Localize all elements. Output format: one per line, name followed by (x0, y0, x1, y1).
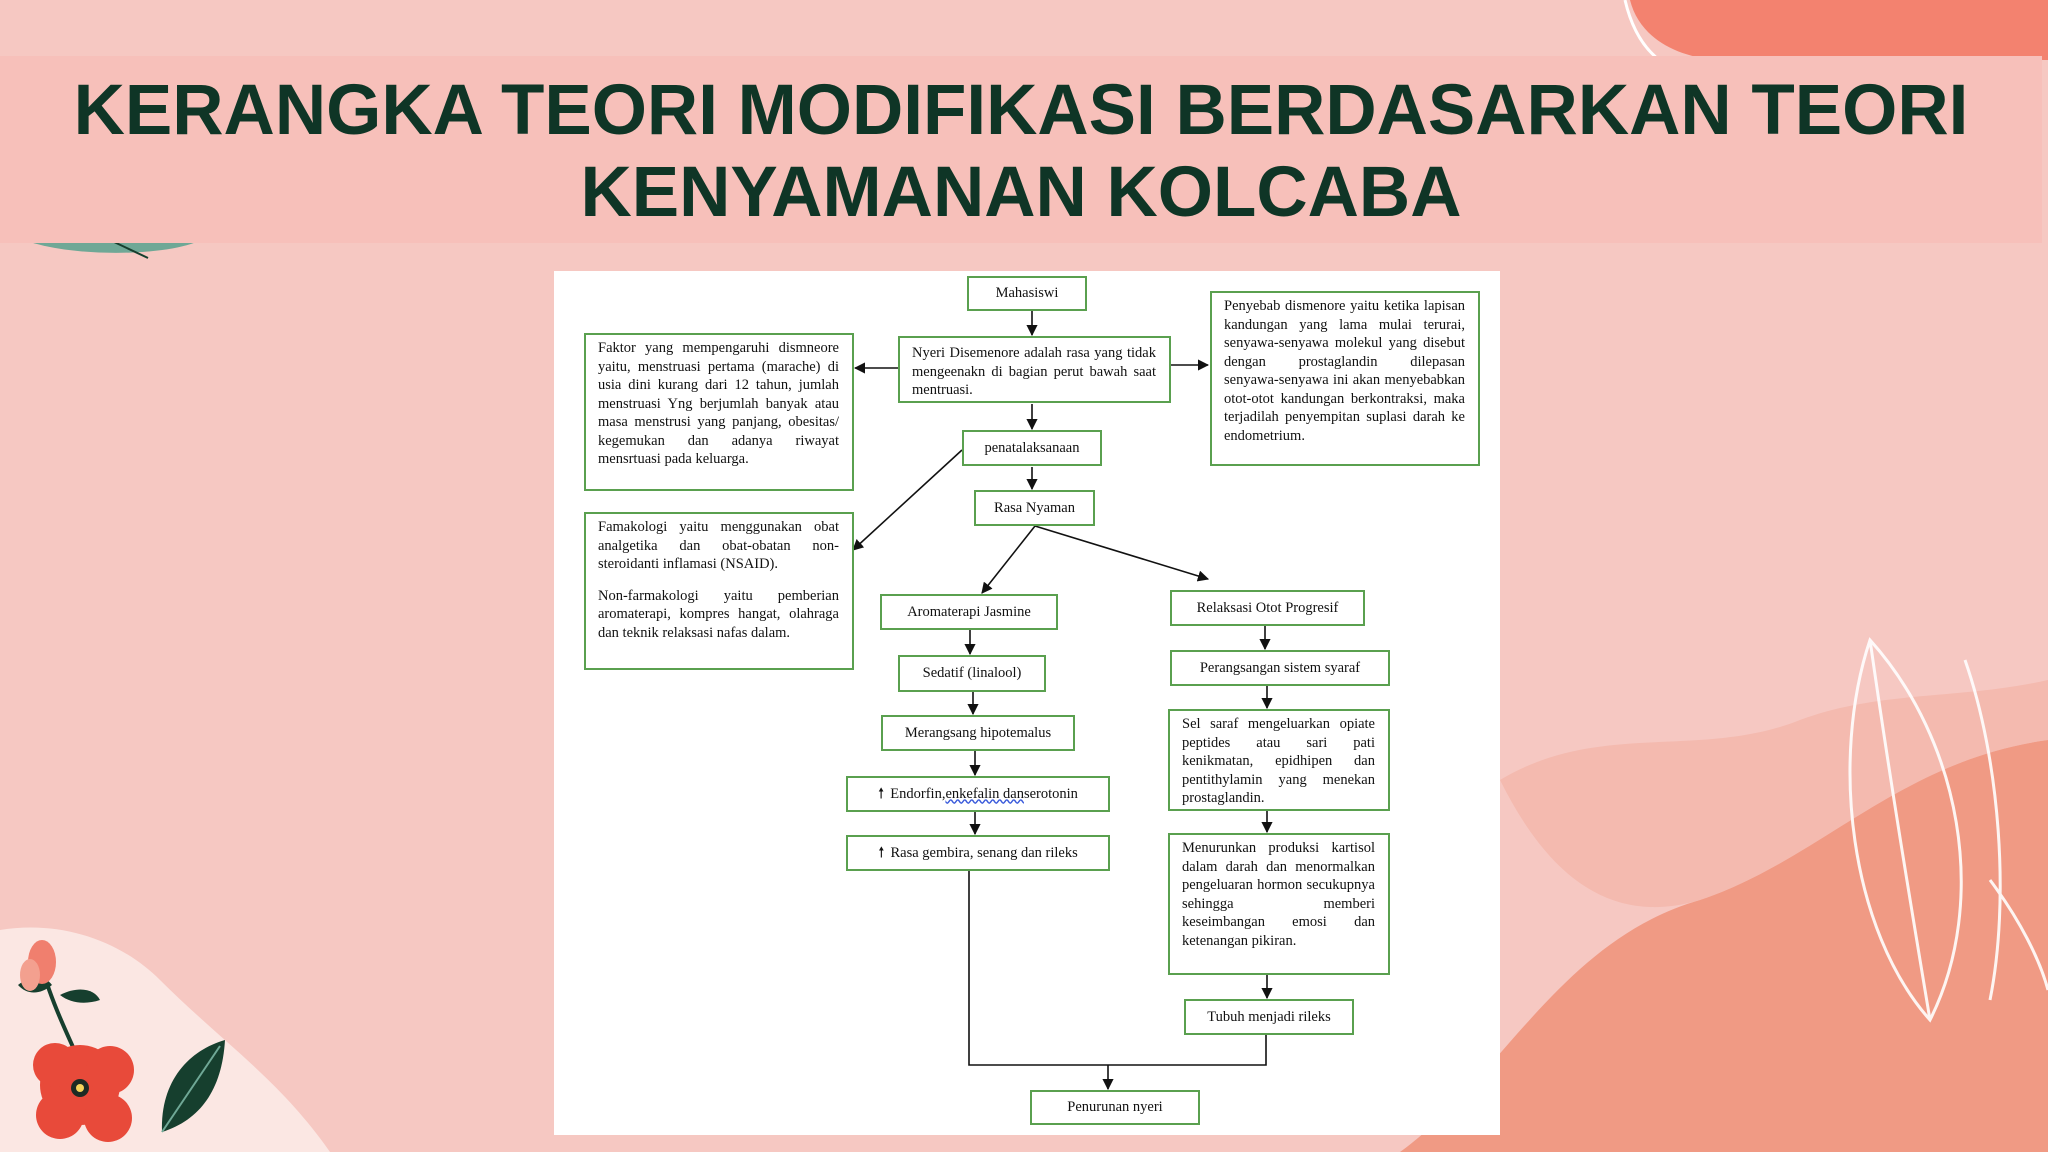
sel-saraf-text: Sel saraf mengeluarkan opiate peptides atau sari pati kenikmatan, epidhipen dan pentithylamin yang menekan prostaglandin. (1182, 716, 1375, 806)
node-endorfin (846, 776, 1110, 812)
up-arrow-icon: 🠕 (878, 844, 885, 861)
node-nyeri-disemenore (898, 336, 1171, 403)
rasa-gembira-text: Rasa gembira, senang dan rileks (890, 844, 1078, 861)
node-sedatif: Sedatif (linalool) (898, 655, 1046, 692)
title-line-2: KENYAMANAN KOLCABA (580, 153, 1462, 232)
node-farmakologi (584, 512, 854, 670)
endorfin-text-a: Endorfin, (890, 785, 946, 802)
node-rasa-nyaman: Rasa Nyaman (974, 490, 1095, 526)
node-penurunan-nyeri: Penurunan nyeri (1030, 1090, 1200, 1125)
faktor-text: Faktor yang mempengaruhi dismneore yaitu, menstruasi pertama (marache) di usia dini kurang dari 12 tahun, jumlah menstruasi Yng berjumlah banyak atau masa menstrusi yang panjang, obesitas/ kegemukan dan adanya riwayat mensrtuasi pada keluarga. (598, 340, 839, 467)
node-perangsangan: Perangsangan sistem syaraf (1170, 650, 1390, 686)
top-right-coral-shape (1630, 0, 2048, 60)
node-penyebab (1210, 291, 1480, 466)
farmakologi-text: Famakologi yaitu menggunakan obat analgetika dan obat-obatan non-steroidanti inflamasi (NSAID). (598, 519, 839, 572)
title-line-1: KERANGKA TEORI MODIFIKASI BERDASARKAN TEORI (73, 71, 1969, 150)
node-sel-saraf (1168, 709, 1390, 811)
penyebab-text: Penyebab dismenore yaitu ketika lapisan kandungan yang lama mulai terurai, senyawa-senyawa molekul yang disebut dengan prostaglandin dilepasan senyawa-senyawa ini akan menyebabkan otot-otot kandungan berkontraksi, maka terjadilah penyempitan suplasi darah ke endometrium. (1224, 298, 1465, 444)
nonfarmakologi-text: Non-farmakologi yaitu pemberian aromaterapi, kompres hangat, olahraga dan teknik relaksasi nafas dalam. (598, 587, 839, 641)
node-tubuh-rileks: Tubuh menjadi rileks (1184, 999, 1354, 1035)
node-aromaterapi-jasmine: Aromaterapi Jasmine (880, 594, 1058, 630)
page-title (0, 70, 2042, 234)
node-mahasiswi: Mahasiswi (967, 276, 1087, 311)
node-rasa-gembira (846, 835, 1110, 871)
endorfin-text-c: serotonin (1023, 785, 1078, 802)
node-merangsang-hipotemalus: Merangsang hipotemalus (881, 715, 1075, 751)
menurunkan-text: Menurunkan produksi kartisol dalam darah dan menormalkan pengeluaran hormon secukupnya sehingga memberi keseimbangan emosi dan ketenangan pikiran. (1182, 840, 1375, 949)
node-menurunkan (1168, 833, 1390, 975)
node-penatalaksanaan: penatalaksanaan (962, 430, 1102, 466)
node-faktor (584, 333, 854, 491)
endorfin-text-b: enkefalin dan (945, 785, 1024, 802)
nyeri-text: Nyeri Disemenore adalah rasa yang tidak mengeenakn di bagian perut bawah saat mentruasi. (912, 345, 1156, 398)
up-arrow-icon: 🠕 (878, 785, 885, 802)
node-relaksasi-otot: Relaksasi Otot Progresif (1170, 590, 1365, 626)
